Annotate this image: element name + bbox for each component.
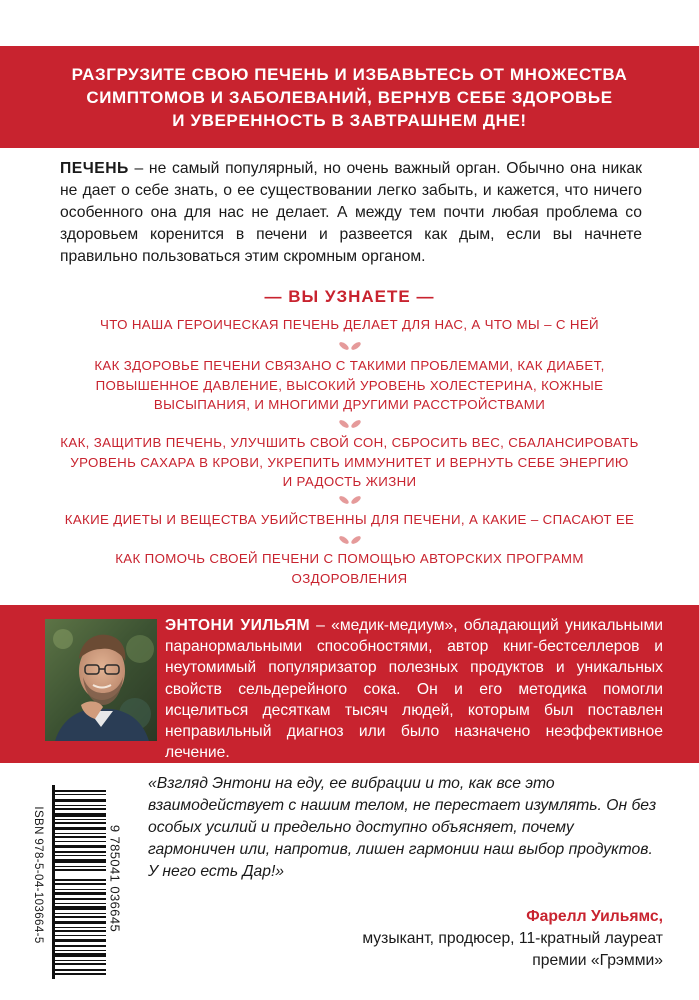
leaf-divider-1: [0, 338, 699, 354]
author-name: ЭНТОНИ УИЛЬЯМ: [165, 617, 310, 634]
intro-bold-word: ПЕЧЕНЬ: [60, 160, 129, 177]
learn-item-line: КАКИЕ ДИЕТЫ И ВЕЩЕСТВА УБИЙСТВЕННЫ ДЛЯ ПЕЧЕНИ, А КАКИЕ – СПАСАЮТ ЕЕ: [64, 512, 635, 527]
learn-item-line: ПОВЫШЕННОЕ ДАВЛЕНИЕ, ВЫСОКИЙ УРОВЕНЬ ХОЛЕСТЕРИНА, КОЖНЫЕ: [95, 377, 604, 393]
leaf-icon: [335, 532, 365, 548]
learn-item-line: УРОВЕНЬ САХАРА В КРОВИ, УКРЕПИТЬ ИММУНИТЕТ И ВЕРНУТЬ СЕБЕ ЭНЕРГИЮ: [70, 454, 629, 470]
learn-item-line: ВЫСЫПАНИЯ, И МНОГИМИ ДРУГИМИ РАССТРОЙСТВАМИ: [153, 397, 546, 412]
headline-text: [40, 63, 659, 132]
isbn-human-readable-box: [25, 773, 49, 983]
barcode-digits-box: [107, 773, 123, 983]
isbn-human-readable: ISBN 978-5-04-103664-5: [32, 806, 44, 944]
top-margin: [0, 0, 699, 46]
headline-line-1: РАЗГРУЗИТЕ СВОЮ ПЕЧЕНЬ И ИЗБАВЬТЕСЬ ОТ МНОЖЕСТВА: [71, 65, 628, 84]
headline-banner: [0, 46, 699, 148]
author-photo: [45, 619, 157, 741]
leaf-divider-3: [0, 492, 699, 508]
testimonial-quote: «Взгляд Энтони на еду, ее вибрации и то, как все это взаимодействует с нашим телом, не перестает изумлять. Он без особых усилий и предельно доступно объясняет, почему гармоничен или, напротив, лишен гармонии наш выбор продуктов. У него есть Дар!»: [148, 775, 657, 880]
learn-item-4: [40, 510, 659, 530]
learn-item-line: КАК, ЗАЩИТИВ ПЕЧЕНЬ, УЛУЧШИТЬ СВОЙ СОН, СБРОСИТЬ ВЕС, СБАЛАНСИРОВАТЬ: [60, 435, 639, 450]
author-bio: [165, 615, 663, 763]
learn-item-line: ОЗДОРОВЛЕНИЯ: [291, 570, 408, 586]
learn-item-2: [40, 356, 659, 415]
testimonial-attribution: [300, 906, 663, 972]
leaf-icon: [335, 492, 365, 508]
learn-item-line: И РАДОСТЬ ЖИЗНИ: [282, 474, 417, 489]
learn-item-3: [40, 433, 659, 492]
leaf-divider-4: [0, 532, 699, 548]
leaf-divider-2: [0, 416, 699, 432]
intro-paragraph: [60, 158, 642, 268]
author-portrait-image: [45, 619, 157, 741]
leaf-icon: [335, 416, 365, 432]
testimonial-author-desc-2: премии «Грэмми»: [532, 952, 663, 969]
testimonial-author-desc-1: музыкант, продюсер, 11-кратный лауреат: [362, 930, 663, 947]
headline-line-2: СИМПТОМОВ И ЗАБОЛЕВАНИЙ, ВЕРНУВ СЕБЕ ЗДОРОВЬЕ: [86, 88, 613, 107]
author-bio-text: – «медик-медиум», обладающий уникальными паранормальными способностями, автор книг-бестселлеров и неутомимый популяризатор полезных продуктов и уникальных свойств сельдерейного сока. Он и его методика помогли исцелиться десяткам тысяч людей, которым был поставлен неправильный диагноз или было назначено неэффективное лечение.: [165, 617, 664, 762]
leaf-icon: [335, 338, 365, 354]
learn-item-line: КАК ПОМОЧЬ СВОЕЙ ПЕЧЕНИ С ПОМОЩЬЮ АВТОРСКИХ ПРОГРАММ: [115, 551, 584, 566]
learn-item-line: КАК ЗДОРОВЬЕ ПЕЧЕНИ СВЯЗАНО С ТАКИМИ ПРОБЛЕМАМИ, КАК ДИАБЕТ,: [94, 358, 605, 373]
learn-item-1: [40, 315, 659, 335]
learn-item-5: [40, 549, 659, 588]
learn-item-line: ЧТО НАША ГЕРОИЧЕСКАЯ ПЕЧЕНЬ ДЕЛАЕТ ДЛЯ НАС, А ЧТО МЫ – С НЕЙ: [100, 317, 599, 332]
intro-text: – не самый популярный, но очень важный орган. Обычно она никак не дает о себе знать, о ее существовании легко забыть, и кажется, что ничего особенного она для нас не делает. А между тем почти любая проблема со здоровьем коренится в печени и развеется как дым, если вы начнете правильно пользоваться этим скромным органом.: [60, 160, 642, 265]
isbn-barcode: [25, 773, 123, 983]
headline-line-3: И УВЕРЕННОСТЬ В ЗАВТРАШНЕМ ДНЕ!: [172, 111, 527, 130]
barcode-digits: 9 785041 036645: [107, 824, 123, 933]
learn-heading: — ВЫ УЗНАЕТЕ —: [264, 287, 435, 306]
testimonial-author-name: Фарелл Уильямс,: [526, 908, 663, 925]
barcode-bars: [52, 785, 106, 979]
